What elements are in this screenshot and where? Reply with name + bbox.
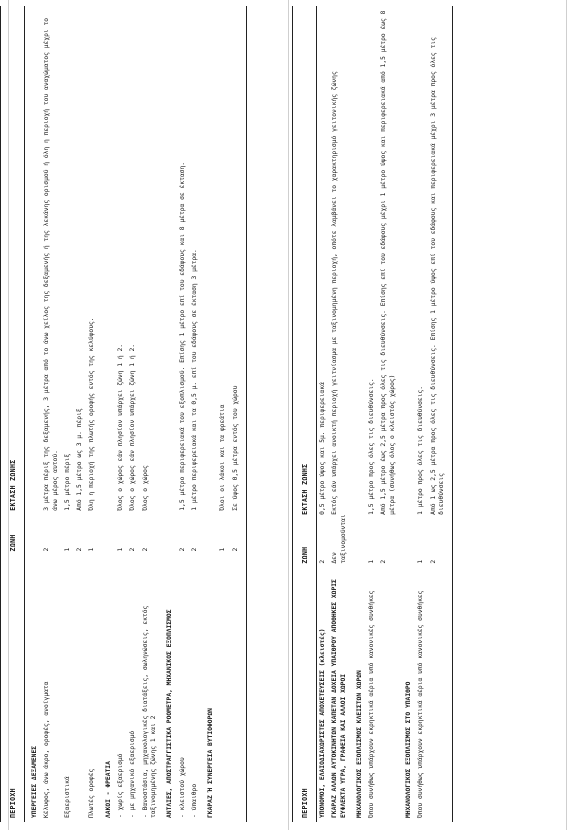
zone-cell: 2: [178, 547, 186, 552]
area-cell: - χωρίς εξαερισμό: [117, 753, 125, 818]
area-cell: [230, 555, 247, 822]
extent-cell: 3 μέτρα πέριξ της δεξαμενής, 3 μέτρα από το άνω χείλος της δεξαμενής ή της λεκάνης ορισμού ή όλη η περιοχή του αναχώματος μέχρι το άνω μέρος αυτού.: [43, 17, 59, 511]
zone-cell: 2: [230, 515, 247, 556]
extent-cell: 1 μέτρο περιφερειακά και τα 0,5 μ. επί του εδάφους σε έκταση 3 μέτρα.: [190, 249, 198, 511]
table-row: [378, 6, 399, 822]
area-cell: [428, 568, 453, 822]
table-row: [127, 6, 139, 822]
table-row: [217, 6, 229, 822]
area-cell: Όπου συνήθως υπάρχουν εκρηκτικά αέρια υπό κανονικές συνθήκες: [368, 590, 376, 818]
zone-cell: Δεν ταξινομούνται: [331, 514, 347, 564]
extent-cell: 1,5 μέτρο περιφερειακά του εξοπλισμού. Επίσης 1 μέτρο επί του εδάφους και 8 μέτρα σε έκταση.: [178, 161, 186, 511]
zone-cell: 2: [141, 547, 149, 552]
extent-cell: 1,5 μέτρο προς όλες τις διευθύνσεις.: [368, 378, 376, 515]
zone-cell: 2: [43, 547, 51, 552]
section-row: [25, 6, 42, 822]
extent-cell: Από 1 ως 2,5 μέτρα προς όλες τις διευθύνσεις. Επίσης 1 μέτρο ύψος επί του εδάφους και περιφερειακά μέχρι 3 μέτρα προς όλες τις διευθύνσεις: [428, 6, 453, 519]
zone-table-left-body: [25, 6, 247, 822]
extent-cell: 0,5 μέτρο ύψος και 5μ. περιφερειακά: [319, 382, 326, 515]
header-extent: ΕΚΤΑΣΗ ΖΩΝΗΣ: [1, 6, 25, 515]
area-cell: - με μηχανικό εξαερισμό: [129, 730, 137, 818]
section-row: [160, 6, 176, 822]
zone-cell: 2: [190, 547, 198, 552]
table-row: [62, 6, 74, 822]
section-title: ΛΑΚΟΙ - ΦΡΕΑΤΙΑ: [104, 761, 112, 818]
zone-cell: 2: [380, 559, 388, 564]
extent-cell: 1 μέτρο προς όλες τις διευθύνσεις.: [417, 385, 425, 515]
zone-cell: 2: [129, 547, 137, 552]
table-row: [41, 6, 62, 822]
zone-table-left: [0, 6, 247, 822]
section-title: ΜΗΧΑΝΟΛΟΓΙΚΟΣ ΕΞΟΠΛΙΣΜΟΣ ΣΤΟ ΥΠΑΙΘΡΟ: [405, 681, 413, 818]
table-row: [177, 6, 189, 822]
table-row: [415, 6, 427, 822]
zone-cell: 2: [428, 519, 453, 568]
table-row: [86, 6, 98, 822]
extent-cell: Από 1,5 μέτρο ως 3 μ. πέριξ: [76, 408, 84, 511]
extent-cell: Από 1,5 μέτρο έως 2,5 μέτρα προς όλες τις διευθύνσεις. Επίσης επί του εδάφους μέχρι 1 μέτρο ύψος και περιφερειακά από 1,5 μέτρο έως 8 μέτρα (συνήθως όλος ο κλειστός χώρος): [380, 10, 396, 515]
area-cell: - ύπαιθρο: [190, 783, 198, 818]
extent-cell: Όλοι οι λάκοι και τα φρεάτια: [219, 404, 227, 511]
section-row: [201, 6, 217, 822]
section-title: ΥΠΕΡΓΕΙΕΣ ΔΕΞΑΜΕΝΕΣ: [31, 745, 38, 818]
zone-table-right-body: [317, 6, 453, 822]
table-row: [428, 6, 453, 822]
table-row: [140, 6, 161, 822]
extent-cell: 1,5 μέτρο πέριξ: [63, 453, 71, 511]
extent-cell: Σε ύψος 0,5 μέτρα εντός του χώρου: [230, 6, 247, 515]
zone-cell: 1: [417, 559, 425, 564]
area-cell: [74, 555, 86, 822]
area-cell: Εξαεριστικά: [63, 776, 71, 818]
area-cell: Πλωτές οροφές: [88, 768, 96, 818]
table-row: [115, 6, 127, 822]
section-title: ΜΗΧΑΝΟΛΟΓΙΚΟΣ ΕΞΟΠΛΙΣΜΟΣ ΚΛΕΙΣΤΩΝ ΧΩΡΩΝ: [355, 670, 363, 818]
section-row: [99, 6, 115, 822]
zone-cell: 1: [88, 547, 96, 552]
extent-cell: Όλη η περιοχή της πλωτής οροφής εντός της κελύφους.: [88, 317, 96, 511]
extent-cell: Όλος ο χώρος εάν πλησίον υπάρχει ζώνη 1 ή 2.: [129, 343, 137, 511]
extent-cell: Εκτός εάν υπάρχει ανοικτή περιοχή γειτνίασμα με ταξινομημένη περιοχή, οπότε λαμβάνει το χαρακτηρισμό γειτονικής ζώνης: [331, 71, 339, 515]
area-cell: - Βανοστάσια, μηχανολογικές διατάξεις, σωληνώσεις, εκτός ταξινομημένης ζώνης 1 και 2: [141, 605, 157, 818]
header-zone: ΖΩΝΗ: [293, 519, 317, 568]
section-row: [350, 6, 366, 822]
area-cell: [217, 555, 229, 822]
extent-cell: Όλος ο χώρος: [141, 465, 149, 511]
header-area: ΠΕΡΙΟΧΗ: [293, 568, 317, 822]
table-row: [366, 6, 378, 822]
area-cell: [378, 568, 399, 822]
zone-cell: 1: [219, 547, 227, 552]
table-row: [329, 6, 350, 822]
section-row: [399, 6, 415, 822]
header-extent: ΕΚΤΑΣΗ ΖΩΝΗΣ: [293, 6, 317, 519]
page-divider: [288, 0, 289, 830]
left-page: [0, 0, 285, 830]
table-row: [189, 6, 201, 822]
zone-cell: 1: [368, 559, 376, 564]
table-row: [74, 6, 86, 822]
zone-table-right: [292, 6, 453, 822]
area-cell: Όπου συνήθως υπάρχουν εκρηκτικά αέρια υπό κανονικές συνθήκες: [417, 590, 425, 818]
zone-cell: 1: [63, 547, 71, 552]
area-cell: - κλειστού χώρου: [178, 757, 186, 818]
section-title: ΓΚΑΡΑΖ Ή ΣΥΝΕΡΓΕΙΑ ΒΥΤΙΟΦΟΡΩΝ: [207, 708, 215, 818]
area-cell: Κέλυφος, άνω άκρο, οροφές, ανοίγματα: [43, 681, 51, 818]
zone-cell: 2: [319, 559, 326, 564]
table-row: [230, 6, 247, 822]
zone-cell: 2: [76, 547, 84, 552]
area-cell: ΓΚΑΡΑΖ ΑΛΛΩΝ ΑΥΤΟΚΙΝΗΤΩΝ ΚΑΠΕΤΑΝ ΔΟΧΕΙΑ ΥΠΑΙΘΡΟΥ ΑΠΟΘΗΚΕΣ ΧΩΡΙΣ ΕΥΦΛΕΚΤΑ ΥΓΡΑ, ΓΡΑΦΕΙΑ ΚΑΙ ΑΛΛΟΙ ΧΩΡΟΙ: [331, 579, 347, 818]
header-area: ΠΕΡΙΟΧΗ: [1, 555, 25, 822]
header-zone: ΖΩΝΗ: [1, 515, 25, 556]
extent-cell: Όλος ο χώρος εάν πλησίον υπάρχει ζώνη 1 ή 2.: [117, 343, 125, 511]
area-cell: ΥΠΟΝΟΜΟΙ, ΕΛΑΙΟΔΙΑΧΩΡΙΣΤΕΣ ΑΠΟΧΕΤΕΥΣΕΙΣ (κλειστές): [319, 628, 326, 818]
table-row: [317, 6, 330, 822]
zone-cell: 1: [117, 547, 125, 552]
section-title: ΑΝΤΛΙΕΣ, ΑΠΟΣΤΡΑΓΓΙΣΤΙΚΑ ΡΟΟΜΕΤΡΑ, ΜΗΧΑΝΙΚΟΣ ΕΞΟΠΛΙΣΜΟΣ: [166, 609, 174, 818]
right-page: [292, 0, 577, 830]
